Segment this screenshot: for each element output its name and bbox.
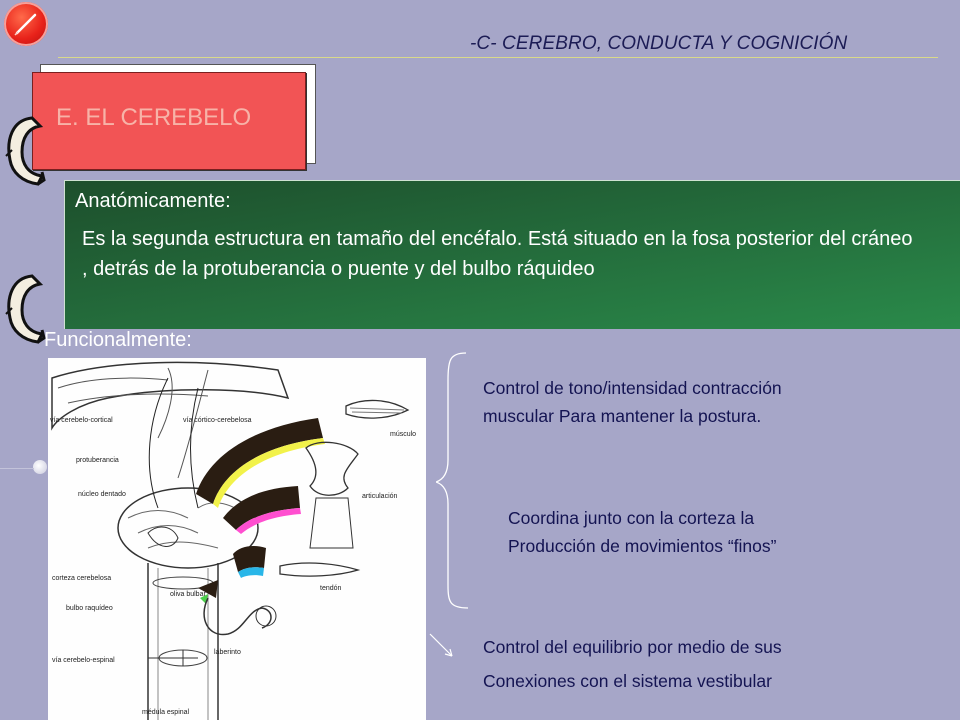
label-medula: médula espinal: [142, 709, 190, 716]
bullet-dot: [33, 460, 47, 474]
label-corteza: corteza cerebelosa: [52, 575, 112, 582]
grouping-brace: [436, 350, 476, 620]
label-via-espinal: vía cerebelo-espinal: [52, 657, 115, 664]
label-musculo: músculo: [390, 431, 417, 438]
hand-glyph-icon: [2, 268, 46, 348]
anatomy-heading: Anatómicamente:: [75, 190, 231, 212]
anatomy-description: Es la segunda estructura en tamaño del encéfalo. Está situado en la fosa posterior del cráneo , detrás de la protuberancia o puente y del bulbo ráquideo: [82, 228, 913, 280]
function-heading: Funcionalmente:: [44, 329, 192, 351]
label-laberinto: laberinto: [214, 649, 241, 656]
label-via-cortical: vía cerebelo-cortical: [50, 417, 113, 424]
function-item-line: Control de tono/intensidad contracción: [483, 378, 782, 398]
hand-glyph-icon: [2, 110, 46, 190]
label-oliva: oliva bulbar: [170, 591, 206, 598]
logo-icon: [4, 2, 48, 46]
function-item-line: Coordina junto con la corteza la: [508, 508, 755, 528]
decorative-line: [0, 468, 34, 469]
function-item-line: muscular Para mantener la postura.: [483, 406, 762, 426]
header-divider: [58, 57, 938, 58]
function-item-line: Conexiones con el sistema vestibular: [483, 671, 772, 691]
presentation-title: -C- CEREBRO, CONDUCTA Y COGNICIÓN: [470, 33, 848, 54]
function-item-coordination: [508, 504, 776, 560]
section-title: E. EL CEREBELO: [56, 104, 252, 131]
label-via-cortico: vía córtico-cerebelosa: [183, 417, 252, 424]
label-nucleo: núcleo dentado: [78, 491, 126, 498]
arrow-icon: [428, 630, 458, 670]
cerebellum-illustration: [48, 358, 426, 720]
label-protuberancia: protuberancia: [76, 457, 119, 464]
label-tendon: tendón: [320, 585, 342, 592]
function-item-line: Producción de movimientos “finos”: [508, 536, 777, 556]
label-articulacion: articulación: [362, 493, 398, 500]
function-item-line: Control del equilibrio por medio de sus: [483, 637, 782, 657]
function-item-balance: [483, 630, 782, 698]
label-bulbo: bulbo raquídeo: [66, 605, 113, 612]
function-item-tone: [483, 374, 782, 430]
